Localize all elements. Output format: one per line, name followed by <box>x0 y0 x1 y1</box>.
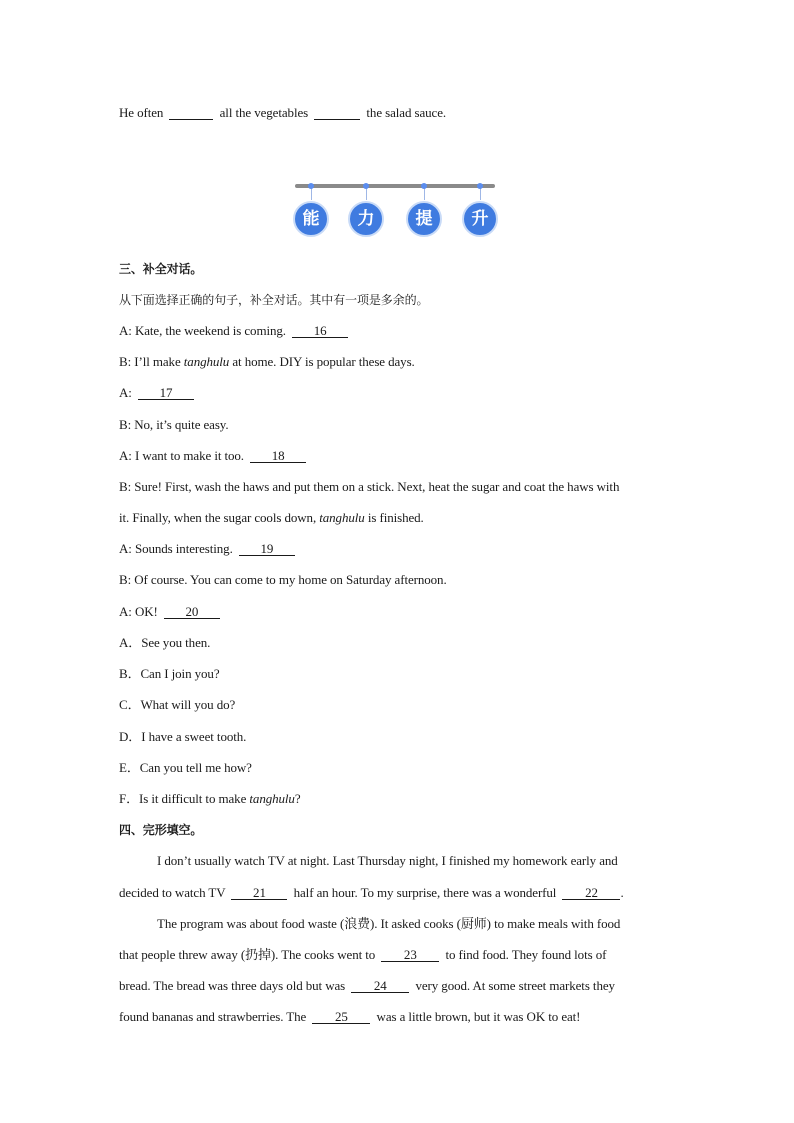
option-text: F．Is it difficult to make <box>119 791 250 806</box>
dialogue-line: B: Of course. You can come to my home on Saturday afternoon. <box>119 572 447 587</box>
banner-dot <box>477 183 483 189</box>
passage-line: The program was about food waste (浪费). It asked cooks (厨师) to make meals with food <box>157 916 621 931</box>
section-heading: 三、补全对话。 <box>119 262 203 276</box>
dialogue-line <box>119 541 298 557</box>
banner-stem <box>424 188 425 200</box>
passage-line <box>119 885 624 901</box>
banner-char: 升 <box>462 201 498 237</box>
answer-blank[interactable]: 18 <box>250 449 306 463</box>
top-sentence-part-a: He often <box>119 105 164 120</box>
dialogue-line <box>119 323 351 339</box>
dialogue-text: at home. DIY is popular these days. <box>229 354 415 369</box>
dialogue-text: A: <box>119 385 132 400</box>
dialogue-line: B: Sure! First, wash the haws and put them on a stick. Next, heat the sugar and coat the haws with <box>119 479 620 494</box>
section-heading: 四、完形填空。 <box>119 823 203 837</box>
option-d: D．I have a sweet tooth. <box>119 729 247 744</box>
option-f <box>119 791 301 807</box>
passage-line <box>119 978 615 994</box>
passage-text: very good. At some street markets they <box>415 978 615 993</box>
passage-line <box>119 947 606 963</box>
answer-blank[interactable] <box>169 106 213 120</box>
answer-blank[interactable]: 25 <box>312 1010 370 1024</box>
ability-banner <box>293 181 503 245</box>
passage-text: decided to watch TV <box>119 885 226 900</box>
dialogue-text: A: Sounds interesting. <box>119 541 233 556</box>
passage-line <box>119 1009 580 1025</box>
option-b: B．Can I join you? <box>119 666 220 681</box>
answer-blank[interactable] <box>314 106 360 120</box>
dialogue-text: B: I’ll make <box>119 354 184 369</box>
dialogue-italic: tanghulu <box>183 354 230 369</box>
dialogue-text: A: Kate, the weekend is coming. <box>119 323 286 338</box>
passage-text: found bananas and strawberries. The <box>119 1009 307 1024</box>
banner-char: 力 <box>348 201 384 237</box>
banner-dot <box>421 183 427 189</box>
dialogue-line: B: No, it’s quite easy. <box>119 417 229 432</box>
banner-stem <box>366 188 367 200</box>
dialogue-text: A: OK! <box>119 604 158 619</box>
passage-line: I don’t usually watch TV at night. Last Thursday night, I finished my homework early and <box>157 853 618 868</box>
option-italic: tanghulu <box>249 791 295 806</box>
top-sentence-part-c: the salad sauce. <box>366 105 447 120</box>
passage-text: bread. The bread was three days old but was <box>119 978 346 993</box>
dialogue-line <box>119 604 223 620</box>
banner-char: 能 <box>293 201 329 237</box>
answer-blank[interactable]: 17 <box>138 386 194 400</box>
passage-text: . <box>620 885 624 900</box>
passage-text: half an hour. To my surprise, there was a wonderful <box>293 885 557 900</box>
answer-blank[interactable]: 24 <box>351 979 409 993</box>
dialogue-italic: tanghulu <box>319 510 365 525</box>
answer-blank[interactable]: 21 <box>231 886 287 900</box>
dialogue-text: it. Finally, when the sugar cools down, <box>119 510 320 525</box>
banner-stem <box>311 188 312 200</box>
banner-char: 提 <box>406 201 442 237</box>
dialogue-line <box>119 510 424 526</box>
passage-text: was a little brown, but it was OK to eat! <box>376 1009 581 1024</box>
top-sentence <box>119 105 446 121</box>
dialogue-text: is finished. <box>364 510 424 525</box>
answer-blank[interactable]: 20 <box>164 605 220 619</box>
banner-dot <box>308 183 314 189</box>
option-c: C．What will you do? <box>119 697 236 712</box>
section-instruction: 从下面选择正确的句子，补全对话。其中有一项是多余的。 <box>119 293 429 307</box>
dialogue-line <box>119 385 197 401</box>
answer-blank[interactable]: 16 <box>292 324 348 338</box>
banner-stem <box>480 188 481 200</box>
banner-dot <box>363 183 369 189</box>
answer-blank[interactable]: 22 <box>562 886 620 900</box>
dialogue-line <box>119 354 415 370</box>
banner-bar <box>295 184 495 188</box>
option-text: ? <box>294 791 301 806</box>
passage-text: that people threw away (扔掉). The cooks went to <box>119 947 376 962</box>
answer-blank[interactable]: 23 <box>381 948 439 962</box>
dialogue-text: A: I want to make it too. <box>119 448 244 463</box>
passage-text: to find food. They found lots of <box>445 947 607 962</box>
answer-blank[interactable]: 19 <box>239 542 295 556</box>
top-sentence-part-b: all the vegetables <box>219 105 309 120</box>
option-e: E．Can you tell me how? <box>119 760 252 775</box>
option-a: A．See you then. <box>119 635 211 650</box>
dialogue-line <box>119 448 309 464</box>
